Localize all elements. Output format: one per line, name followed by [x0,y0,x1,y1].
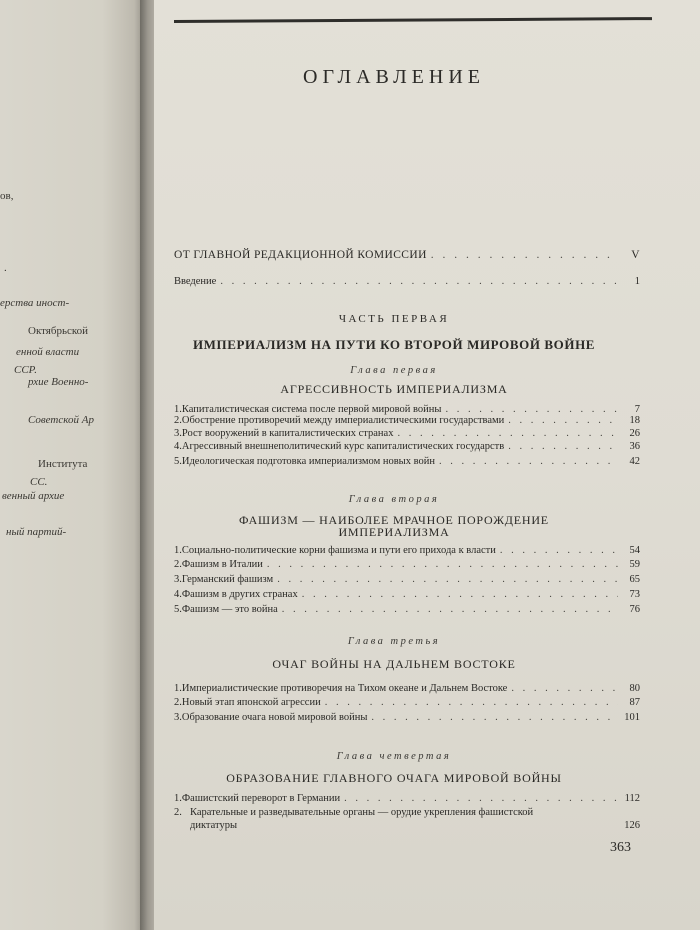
leader-dots [267,559,618,570]
entry-page: 112 [624,793,640,804]
chapter-label: Глава вторая [348,494,440,505]
entry-number: 3. [174,574,182,585]
entry-number: 1. [174,683,182,694]
entry-number: 2. [174,559,182,570]
leader-dots [439,456,618,467]
leader-dots [325,697,618,708]
left-page-fragment: ССР. [14,364,38,376]
part-label: ЧАСТЬ ПЕРВАЯ [338,313,450,325]
left-page-fragment: Советской Ар [28,414,94,426]
entry-page: 101 [624,712,640,723]
entry-title: Империалистические противоречия на Тихом океане и Дальнем Востоке [181,683,508,694]
entry-page: 59 [629,559,640,570]
toc-entry[interactable] [174,545,640,556]
entry-page: 76 [629,604,640,615]
leader-dots [277,574,618,585]
leader-dots [220,276,618,287]
chapter-label: Глава четвертая [336,751,452,762]
left-page-fragment: рхие Военно- [28,376,89,388]
entry-page: 42 [629,456,640,467]
left-page [0,0,146,930]
entry-page: 87 [629,697,640,708]
toc-entry[interactable] [174,807,533,818]
entry-number: 3. [174,428,182,439]
page-number: 363 [610,840,631,855]
toc-entry[interactable] [174,456,640,467]
entry-page: 18 [629,415,640,426]
toc-front-entry[interactable] [174,276,640,287]
entry-title: Агрессивный внешнеполитический курс капиталистических государств [181,441,505,452]
leader-dots [302,589,618,600]
entry-title: Введение [174,276,217,287]
entry-number: 3. [174,712,182,723]
entry-title: Капиталистическая система после первой мировой войны [181,404,442,415]
entry-number: 1. [174,793,182,804]
entry-title: Образование очага новой мировой войны [181,712,368,723]
leader-dots [431,249,618,261]
entry-page: 26 [629,428,640,439]
entry-title: Социально-политические корни фашизма и пути его прихода к власти [181,545,496,556]
entry-number: 4. [174,441,182,452]
entry-number: 5. [174,604,182,615]
entry-number: 1. [174,545,182,556]
left-page-fragment: . [4,262,7,274]
leader-dots [511,683,618,694]
entry-title: Фашизм в Италии [181,559,263,570]
left-page-fragment: ный партий- [6,526,67,538]
entry-title: Обострение противоречий между империалистическими государствами [181,415,505,426]
entry-page: 54 [629,545,640,556]
toc-heading: ОГЛАВЛЕНИЕ [303,66,485,88]
toc-entry[interactable] [174,574,640,585]
leader-dots [371,712,618,723]
leader-dots [508,415,618,426]
part-title: ИМПЕРИАЛИЗМ НА ПУТИ КО ВТОРОЙ МИРОВОЙ ВОЙНЕ [192,337,596,352]
entry-page: 36 [629,441,640,452]
chapter-label: Глава первая [350,365,438,376]
toc-entry[interactable] [174,697,640,708]
entry-title: Фашизм — это война [181,604,278,615]
entry-number: 2. [174,697,182,708]
entry-page: 1 [634,276,640,287]
toc-entry[interactable] [174,793,640,804]
left-page-fragment: венный архие [2,490,65,502]
leader-dots [397,428,618,439]
chapter-title: ОБРАЗОВАНИЕ ГЛАВНОГО ОЧАГА МИРОВОЙ ВОЙНЫ [226,771,562,785]
left-page-fragment: Октябрьской [28,325,89,337]
entry-title: диктатуры [190,820,238,831]
leader-dots [500,545,618,556]
entry-page: 73 [629,589,640,600]
toc-front-entry[interactable] [174,249,640,261]
entry-title: Фашизм в других странах [181,589,298,600]
entry-title: Карательные и разведывательные органы — орудие укрепления фашистской [190,807,534,818]
entry-page: 80 [629,683,640,694]
entry-number: 5. [174,456,182,467]
entry-title: Новый этап японской агрессии [181,697,321,708]
entry-number: 1. [174,404,182,415]
toc-entry[interactable] [174,589,640,600]
leader-dots [508,441,618,452]
entry-page: 126 [624,820,640,831]
leader-dots [282,604,618,615]
chapter-label: Глава третья [347,636,441,647]
left-page-fragment: Института [38,458,88,470]
toc-entry[interactable] [174,683,640,694]
right-page [154,0,700,930]
entry-number: 2. [174,807,182,818]
toc-entry[interactable] [174,559,640,570]
entry-number: 2. [174,415,182,426]
entry-title: Рост вооружений в капиталистических странах [181,428,394,439]
toc-entry[interactable] [174,428,640,439]
leader-dots [344,793,618,804]
toc-entry[interactable] [174,604,640,615]
entry-number: 4. [174,589,182,600]
leader-dots [445,404,618,415]
toc-entry[interactable] [174,404,640,415]
left-page-fragment: ов, [0,190,14,202]
entry-title: Германский фашизм [181,574,274,585]
toc-entry[interactable] [174,441,640,452]
left-page-fragment: енной власти [16,346,80,358]
chapter-title: ФАШИЗМ — НАИБОЛЕЕ МРАЧНОЕ ПОРОЖДЕНИЕ [239,513,549,527]
top-rule [174,17,652,23]
left-page-fragment: ерства иност- [0,297,70,309]
toc-entry[interactable] [174,415,640,426]
entry-title: Идеологическая подготовка империализмом новых войн [181,456,435,467]
toc-entry-continuation[interactable] [190,820,640,831]
entry-title: Фашистский переворот в Германии [181,793,341,804]
entry-page: 65 [629,574,640,585]
left-page-fragment: СС. [30,476,48,488]
chapter-title: АГРЕССИВНОСТЬ ИМПЕРИАЛИЗМА [280,382,508,396]
entry-page: V [631,249,640,261]
chapter-title: ОЧАГ ВОЙНЫ НА ДАЛЬНЕМ ВОСТОКЕ [272,657,516,671]
entry-page: 7 [634,404,640,415]
chapter-title: ИМПЕРИАЛИЗМА [338,525,450,539]
entry-title: ОТ ГЛАВНОЙ РЕДАКЦИОННОЙ КОМИССИИ [174,249,427,261]
toc-entry[interactable] [174,712,640,723]
